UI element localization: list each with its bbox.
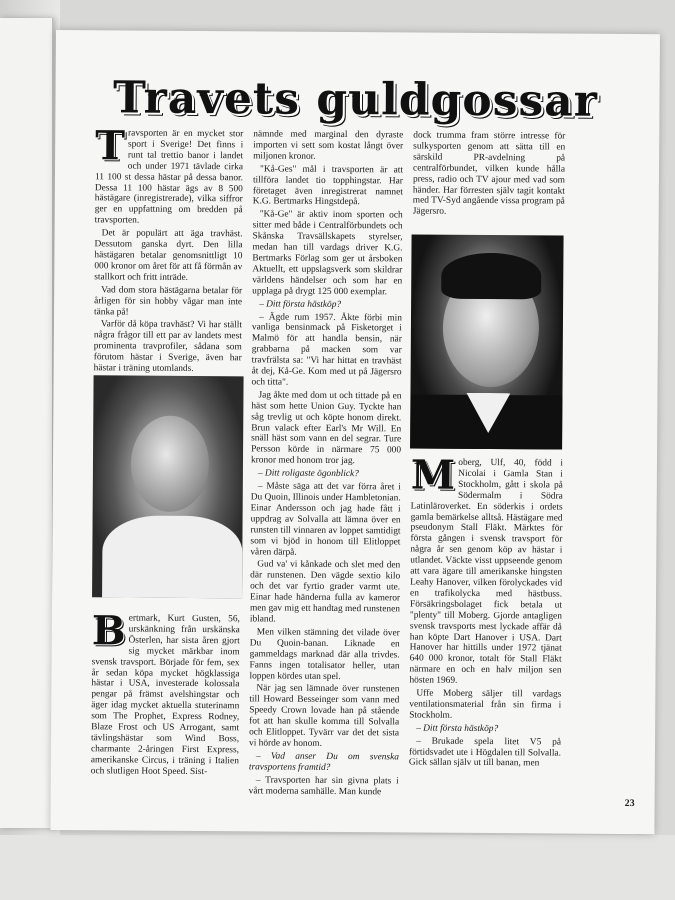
- bertmark-paragraph: ertmark, Kurt Gusten, 56, urskänkning från urskänska Österlen, har sista åren gjort sig mycket märkbar inom svensk travsport. Började för fem, sex år sedan köpa mycket högklassiga hästar i USA, investerade kolossala pengar på främst avelshingstar och äger idag mycket aktuella stuterinamn som The Prophet, Express Rodney, Blaze Frost och US Arrogant, samt tävlingshästar som Wind Boss, charmante 2-åringen First Express, amerikanske Circus, i träning i Italien och slutligen Hoot Speed. Sist-: [90, 613, 240, 777]
- moberg-question-1: – Ditt första hästköp?: [416, 723, 499, 734]
- col2-paragraph-6: – Måste säga att det var förra året i Du Quoin, Illinois under Hambletonian. Einar Andersson och jag hade fått i uppdrag av Solvalla att lämna över en runsten till vinnaren av loppet samtidigt som vi bjöd in honom till Elitloppet våren därpå.: [250, 481, 401, 558]
- moberg-column: [408, 451, 564, 771]
- col2-paragraph-2: "Kå-Ges" mål i travsporten är att tillföra landet tio topphingstar. Har företaget även inregistrerat namnet K.G. Bertmarks Hingstdepå.: [252, 164, 404, 208]
- intro-paragraph-2: Det är populärt att äga travhäst. Dessutom ganska dyrt. Den lilla hästägaren betalar genomsnittligt 10 000 kronor om året för att få förmån av stallkort och fritt inträde.: [94, 228, 243, 283]
- moberg-paragraph-3: – Brukade spela litet V5 på förtidsvadet ute i Högdalen till Solvalla. Gick sällan själv ut till banan, men: [408, 736, 562, 769]
- photo-face: [131, 416, 210, 513]
- col2-paragraph-8: Men vilken stämning det vilade över Du Quoin-banan. Liknade en gammeldags marknad där alla trivdes. Fanns ingen totalisator heller, utan loppen kördes utan spel.: [249, 627, 400, 682]
- table-surface: [0, 835, 675, 900]
- photo-hair: [441, 253, 541, 300]
- col2-paragraph-7: Gud va' vi kånkade och slet med den där runstenen. Den vägde sextio kilo och det var fyrtio grader varmt ute. Einar hade händerna fulla av kameror men gav mig ett handtag med runstenen ibland.: [249, 559, 401, 625]
- col2-paragraph-4: – Ägde rum 1957. Åkte förbi min vanliga bensinmack på Fisketorget i Malmö för att handla bensin, när grabbarna på macken som var travfrälsta sa: "Vi har hittat en travhäst åt dej, Kå-Ge. Kom med ut på Jägersro och titta".: [251, 311, 403, 388]
- magazine-page: [50, 30, 660, 834]
- col2-paragraph-3: "Kå-Ge" är aktiv inom sporten och sitter med både i Centralförbundets och Skånska Travsällskapets styrelser, medan han till vardags driver K.G. Bertmarks Förlag som ger ut årsboken Aktuellt, ett uppslagsverk som skildrar världens händelser och som har en upplaga på drygt 125 000 exemplar.: [252, 209, 403, 298]
- middle-column: [249, 129, 404, 799]
- col2-paragraph-10: – Travsporten har sin givna plats i vårt moderna samhälle. Man kunde: [248, 775, 399, 797]
- bertmark-portrait-photo: [92, 375, 244, 598]
- intro-paragraph-4: Varför då köpa travhäst? Vi har ställt några frågor till ett par av landets mest prominenta travprofiler, sådana som förutom hästar i Sverige, även har hästar i träning utomlands.: [93, 319, 242, 375]
- page-number: 23: [624, 797, 635, 810]
- previous-page-edge: [0, 18, 53, 828]
- intro-column: [93, 122, 244, 377]
- photo-shirt: [102, 515, 243, 598]
- col2-paragraph-5: Jag åkte med dom ut och tittade på en häst som hette Union Guy. Tyckte han såg trevlig ut och köpte honom direkt. Brun valack efter Earl's Mr Will. En snäll häst som vann en del segrar. Ture Persson körde in närmare 75 000 kronor med honom tror jag.: [250, 390, 402, 467]
- moberg-portrait-photo: [410, 234, 563, 449]
- col2-paragraph-1: nämnde med marginal den dyraste importen vi sett som kostat långt över miljonen kronor.: [253, 129, 404, 162]
- bertmark-column: [90, 607, 240, 780]
- intro-paragraph-1: ravsporten är en mycket stor sport i Sverige! Det finns i runt tal trettio banor i landet och under 1971 tävlade cirka 11 100 st dessa hästar på dessa banor. Dessa 11 100 hästar ägs av 8 500 hästägare (inregistrerade), vilka siffror ger en uppfattning om bredden på travsporten.: [94, 128, 244, 226]
- moberg-paragraph-2: Uffe Moberg säljer till vardags ventilationsmaterial från sin firma i Stockholm.: [409, 688, 562, 721]
- intro-dropcap: T: [95, 122, 126, 170]
- right-column-top: [413, 130, 566, 220]
- col3-paragraph-1: dock trumma fram större intresse för sulkysporten genom att sätta till en särskild PR-avdelning på centralförbundet, vilken kunde hålla press, radio och TV ajour med vad som händer. Har förresten själv tagit kontakt med TV-Syd angående vissa program på Jägersro.: [412, 130, 566, 218]
- intro-paragraph-3: Vad dom stora hästägarna betalar för årligen för sin hobby vågar man inte tänka på!: [93, 285, 243, 318]
- col2-question-3: – Vad anser Du om svenska travsportens framtid?: [248, 751, 399, 773]
- col2-question-2: – Ditt roligaste ögonblick?: [257, 468, 359, 480]
- col2-paragraph-9: När jag sen lämnade över runstenen till Howard Besseinger som vann med Speedy Crown lovade han på stående fot att han skulle komma till Solvalla och Elitloppet. Tyvärr var det det sista vi hörde av honom.: [248, 683, 400, 749]
- moberg-paragraph-1: oberg, Ulf, 40, född i Nicolai i Gamla Stan i Stockholm, gått i skola på Södermalm i Södra Latinläroverket. En söderkis i ordets gamla bemärkelse alltså. Hästägare med pseudonym Stall Fläkt. Märktes för första gången i svensk travsport för några år sen genom köp av hästar i utlandet. Väckte visst uppseende genom att vara ägare till amerikanske hingsten Leahy Hanover, vilken förolyckades vid en trafikolycka med hästbuss. Försäkringsbolaget fick betala ut "plenty" till Moberg. Gjorde antagligen svensk travsports mest lyckade affär då han köpte Dart Hanover i USA. Dart Hanover har hittills under 1972 tjänat 640 000 kronor, totalt för Stall Fläkt närmare en och en halv miljon sen hösten 1969.: [409, 457, 564, 686]
- moberg-dropcap: M: [410, 451, 456, 499]
- col2-question-1: – Ditt första hästköp?: [259, 299, 342, 310]
- article-title: Travets guldgossar: [112, 72, 599, 127]
- bertmark-dropcap: B: [91, 607, 126, 655]
